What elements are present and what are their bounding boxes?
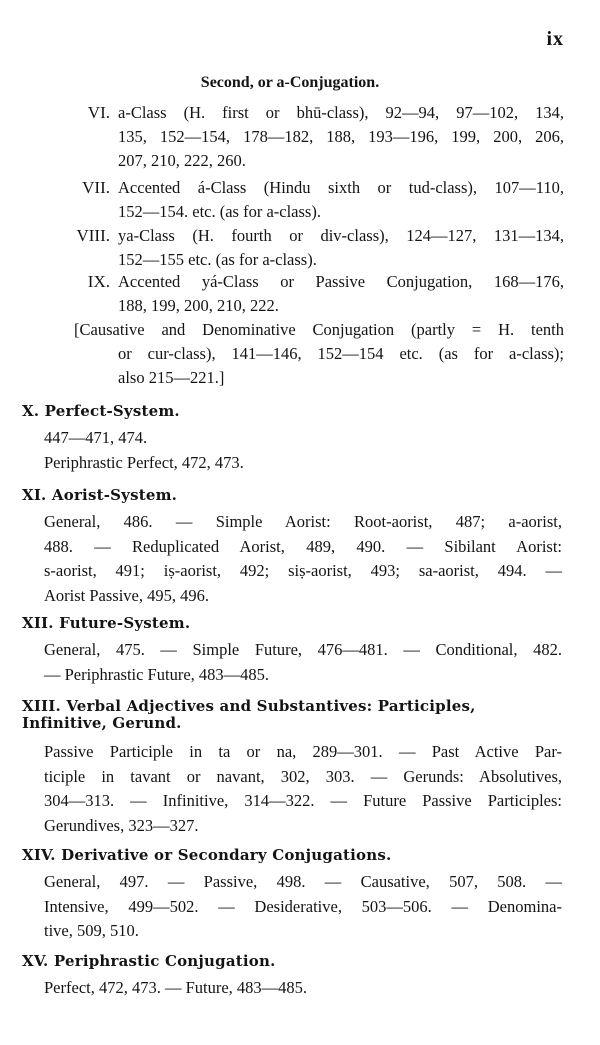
section-line: 488. — Reduplicated Aorist, 489, 490. — Sibilant Aorist: [44,536,562,556]
subheading: Second, or a-Conjugation. [200,74,380,91]
section-line: Intensive, 499—502. — Desiderative, 503—506. — Denomina- [44,896,562,916]
section-line: Perfect, 472, 473. — Future, 483—485. [44,978,308,997]
section-line: Periphrastic Perfect, 472, 473. [44,452,244,472]
entry-line: Accented á-Class (Hindu sixth or tud-class), 107—110, [118,178,564,197]
section-line: General, 475. — Simple Future, 476—481. — Conditional, 482. [44,640,562,659]
class-numeral: VIII. [76,226,110,245]
section-heading: XIII. Verbal Adjectives and Substantives: Participles, Infinitive, Gerund. [22,697,476,732]
section-line: Passive Participle in ta or na, 289—301. — Past Active Par- [44,742,562,761]
section-heading: XII. Future-System. [22,614,191,632]
section-heading: X. Perfect-System. [22,402,180,420]
entry-line: a-Class (H. first or bhū-class), 92—94, 97—102, 134, [118,103,564,122]
class-numeral: VII. [82,178,110,197]
section-line: Aorist Passive, 495, 496. [44,585,209,605]
section-line: tive, 509, 510. [44,921,139,940]
section-heading: XI. Aorist-System. [22,486,178,504]
entry-line: 135, 152—154, 178—182, 188, 193—196, 199, 200, 206, [118,127,564,146]
entry-line: 188, 199, 200, 210, 222. [118,296,279,315]
page-number: ix [546,28,564,50]
section-heading: XV. Periphrastic Conjugation. [22,952,276,970]
class-numeral: VI. [87,103,110,122]
entry-line: Accented yá-Class or Passive Conjugation, 168—176, [118,272,564,291]
section-line: 447—471, 474. [44,428,148,447]
entry-line: 152—155 etc. (as for a-class). [118,250,317,269]
section-line: ticiple in tavant or navant, 302, 303. — Gerunds: Absolutives, [44,766,562,786]
section-line: Gerundives, 323—327. [44,815,199,835]
section-line: 304—313. — Infinitive, 314—322. — Future Passive Participles: [44,791,562,810]
section-line: General, 497. — Passive, 498. — Causative, 507, 508. — [44,872,562,891]
note-line: or cur-class), 141—146, 152—154 etc. (as for a-class); [118,344,564,363]
entry-line: 207, 210, 222, 260. [118,151,246,170]
class-numeral: IX. [87,272,110,291]
note-line: [Causative and Denominative Conjugation (partly = H. tenth [74,320,564,339]
section-line: General, 486. — Simple Aorist: Root-aorist, 487; a-aorist, [44,512,562,531]
entry-line: ya-Class (H. fourth or div-class), 124—127, 131—134, [118,226,564,245]
section-heading: XIV. Derivative or Secondary Conjugations. [22,846,392,864]
entry-line: 152—154. etc. (as for a-class). [118,202,321,221]
section-line: — Periphrastic Future, 483—485. [44,664,270,684]
note-line: also 215—221.] [118,368,225,387]
causative-note [74,318,564,390]
section-line: s-aorist, 491; iṣ-aorist, 492; siṣ-aorist, 493; sa-aorist, 494. — [44,561,562,580]
